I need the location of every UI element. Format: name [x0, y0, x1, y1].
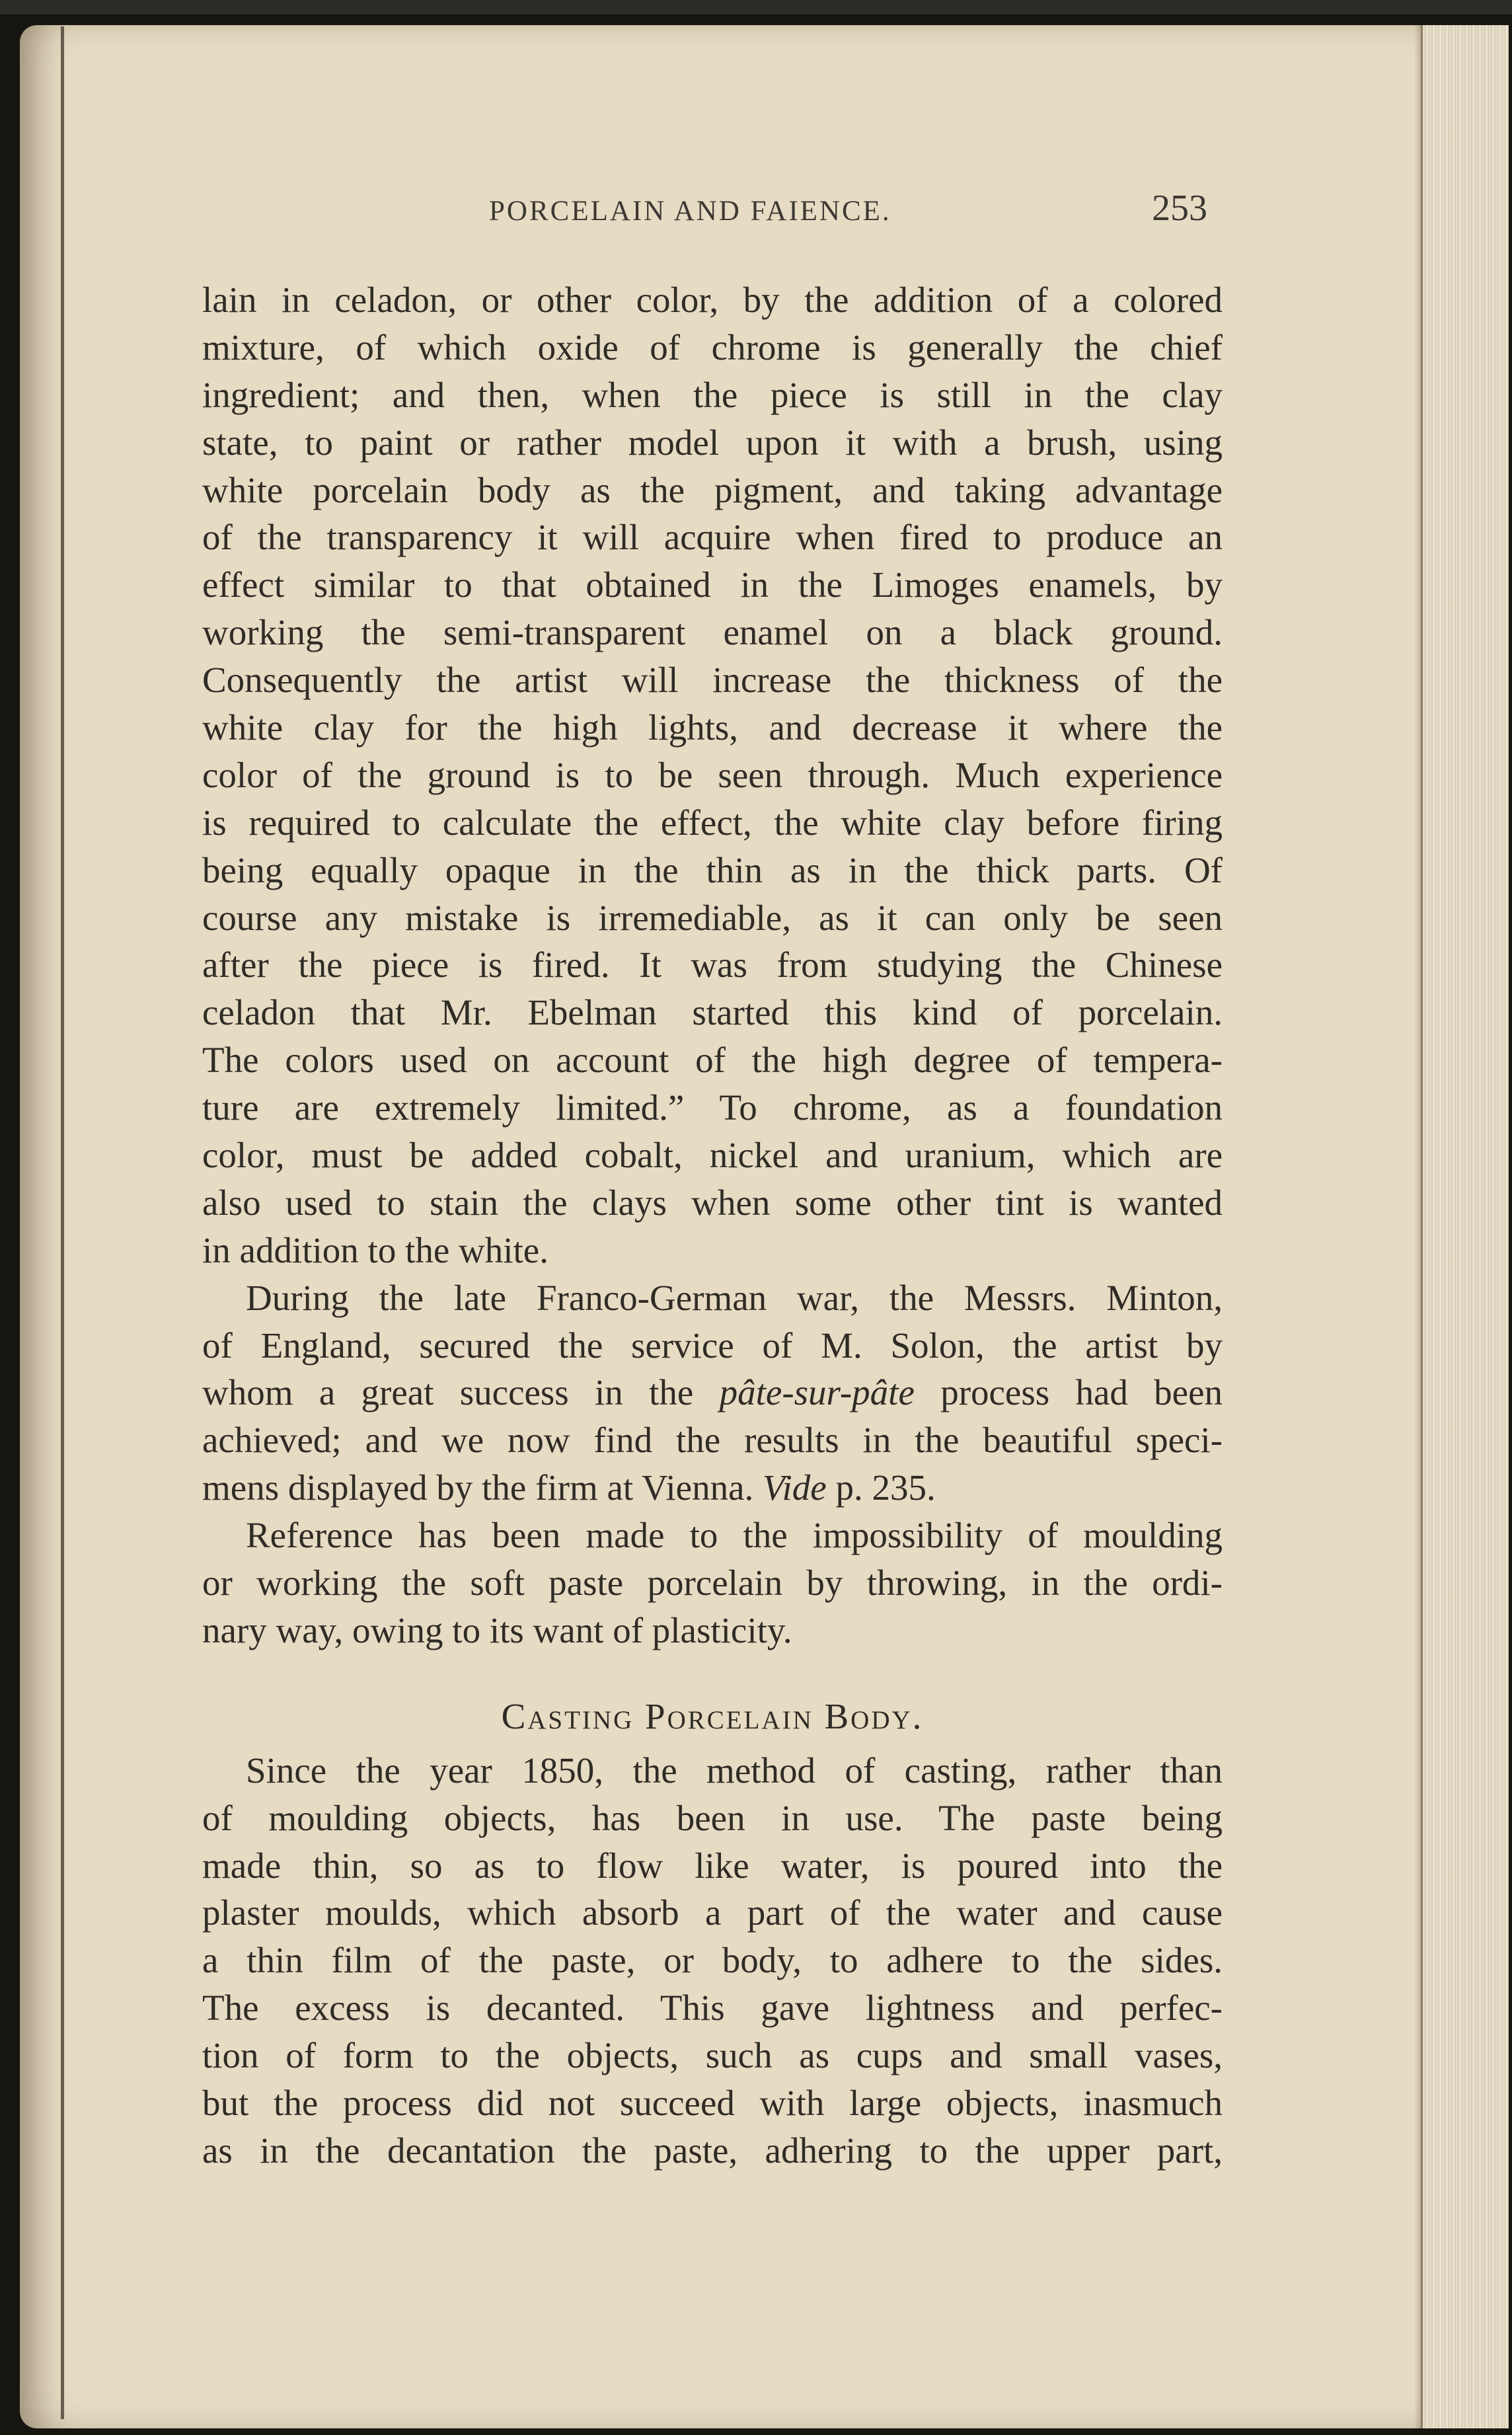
text-line [202, 1369, 1223, 1416]
text-line: achieved; and we now find the results in the beautiful speci- [202, 1420, 1223, 1461]
text-line: Consequently the artist will increase the thickness of the [202, 660, 1223, 701]
page-number: 253 [1152, 188, 1207, 229]
text-line: after the piece is fired. It was from studying the Chinese [202, 945, 1223, 986]
text-line: nary way, owing to its want of plasticity. [202, 1609, 792, 1650]
text-line: ingredient; and then, when the piece is still in the clay [202, 374, 1223, 415]
page-body [202, 276, 1223, 2175]
text-line: state, to paint or rather model upon it with a brush, using [202, 422, 1223, 463]
text-line: Reference has been made to the impossibility of moulding [246, 1515, 1223, 1556]
text-run: mens displayed by the firm at Vienna. [202, 1467, 763, 1508]
text-line: course any mistake is irremediable, as it can only be seen [202, 897, 1223, 938]
text-line: but the process did not succeed with large objects, inasmuch [202, 2082, 1223, 2123]
text-line: a thin film of the paste, or body, to adhere to the sides. [202, 1940, 1223, 1981]
text-line: lain in celadon, or other color, by the addition of a colored [202, 280, 1223, 320]
italic-term: pâte-sur-pâte [719, 1372, 915, 1413]
text-line: Since the year 1850, the method of casting, rather than [246, 1750, 1223, 1791]
text-run: process had been [914, 1372, 1223, 1413]
text-line: color of the ground is to be seen through. Much experience [202, 754, 1223, 795]
text-line: in addition to the white. [202, 1229, 548, 1270]
text-run: p. 235. [826, 1467, 936, 1508]
text-line: of England, secured the service of M. Solon, the artist by [202, 1325, 1223, 1366]
scan-top-edge [0, 0, 1512, 15]
text-line: as in the decantation the paste, adhering to the upper part, [202, 2130, 1223, 2171]
text-line: celadon that Mr. Ebelman started this kind of porcelain. [202, 992, 1223, 1033]
text-line: color, must be added cobalt, nickel and uranium, which are [202, 1135, 1223, 1176]
text-line: white clay for the high lights, and decrease it where the [202, 707, 1223, 748]
text-line: working the semi-transparent enamel on a black ground. [202, 612, 1223, 653]
text-line: plaster moulds, which absorb a part of the water and cause [202, 1892, 1223, 1933]
text-line: of moulding objects, has been in use. The paste being [202, 1797, 1223, 1838]
text-line: or working the soft paste porcelain by throwing, in the ordi- [202, 1563, 1223, 1604]
text-line [202, 1464, 1223, 1512]
text-line: being equally opaque in the thin as in the thick parts. Of [202, 849, 1223, 890]
running-head: PORCELAIN AND FAIENCE. [489, 196, 891, 227]
text-line: is required to calculate the effect, the white clay before firing [202, 802, 1223, 843]
text-line: made thin, so as to flow like water, is poured into the [202, 1845, 1223, 1886]
text-line: effect similar to that obtained in the Limoges enamels, by [202, 564, 1223, 605]
italic-term: Vide [763, 1467, 827, 1508]
text-line: tion of form to the objects, such as cups and small vases, [202, 2035, 1223, 2076]
text-line: also used to stain the clays when some other tint is wanted [202, 1182, 1223, 1223]
page-gutter [61, 26, 64, 2419]
text-line: white porcelain body as the pigment, and taking advantage [202, 469, 1223, 510]
section-heading: Casting Porcelain Body. [501, 1695, 924, 1736]
text-line: During the late Franco-German war, the Messrs. Minton, [246, 1277, 1223, 1318]
text-line: The excess is decanted. This gave lightness and perfec- [202, 1988, 1223, 2029]
text-run: whom a great success in the [202, 1372, 720, 1413]
text-line: of the transparency it will acquire when fired to produce an [202, 517, 1223, 558]
text-line: mixture, of which oxide of chrome is generally the chief [202, 327, 1223, 367]
text-line: The colors used on account of the high degree of tempera- [202, 1040, 1223, 1081]
text-line: ture are extremely limited.” To chrome, as a foundation [202, 1087, 1223, 1128]
page-fore-edge [1421, 25, 1509, 2428]
